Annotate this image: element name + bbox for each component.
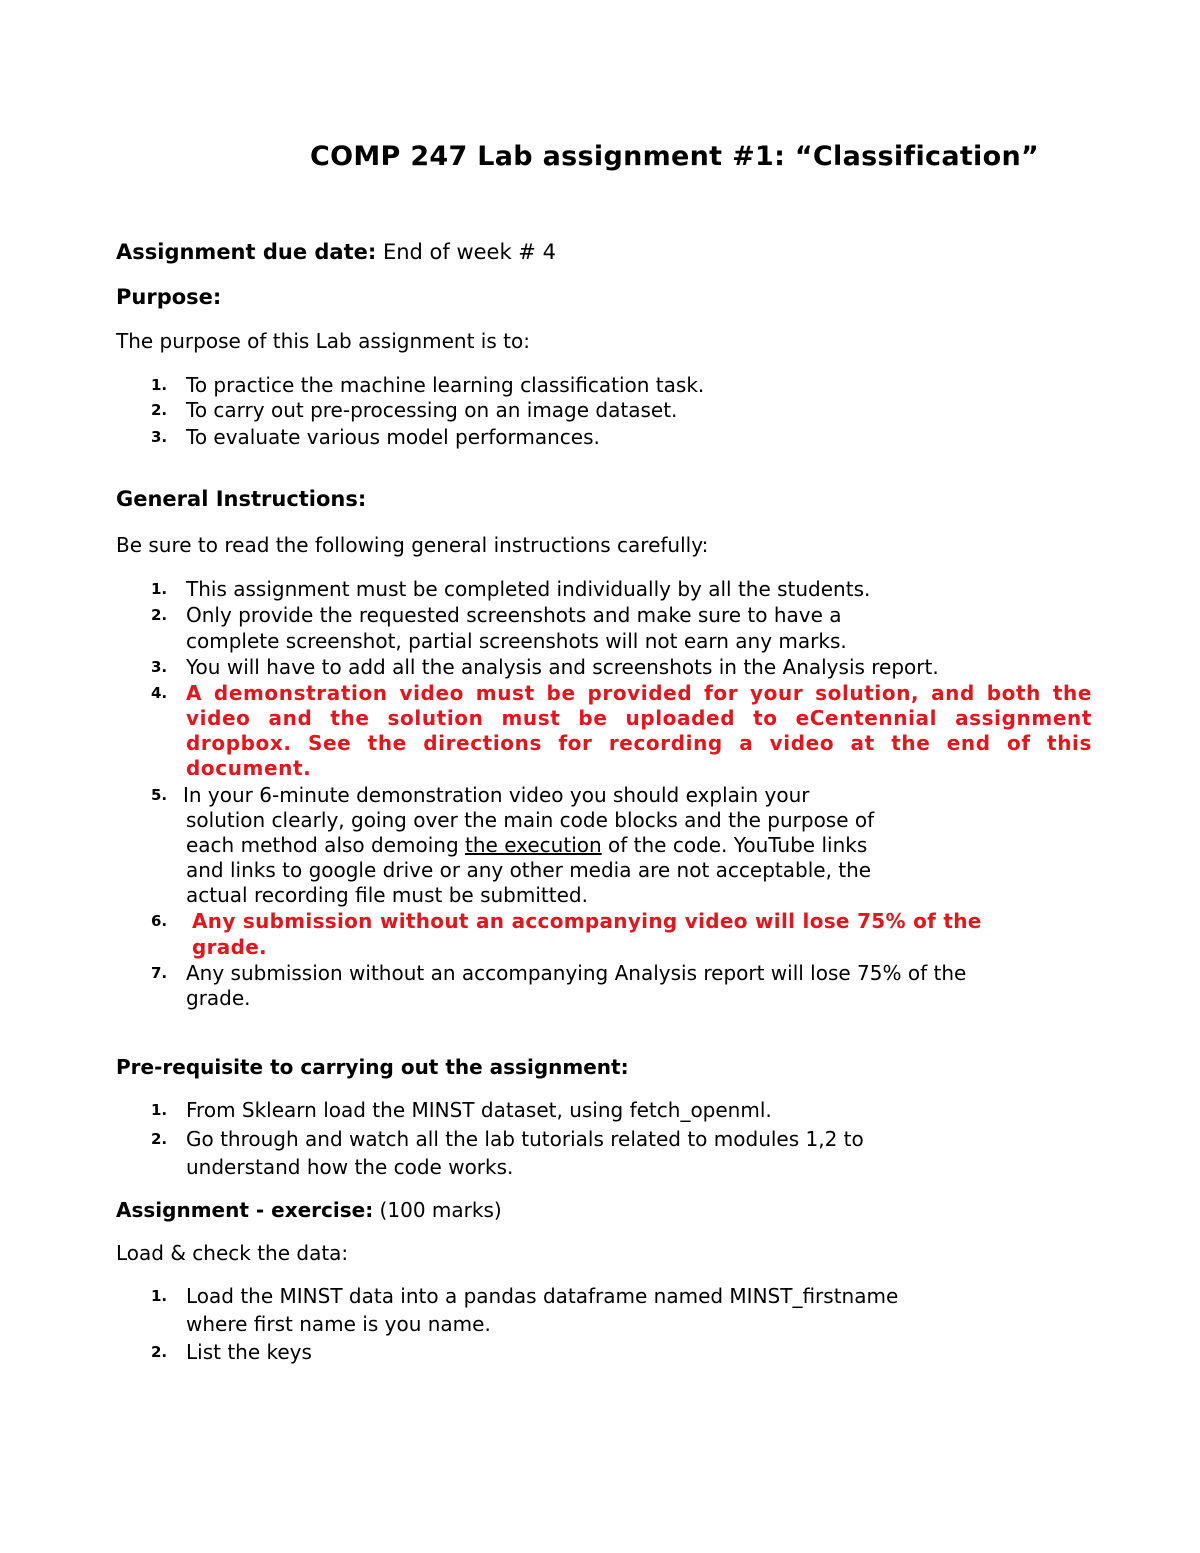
instruction-item-line: complete screenshot, partial screenshots will not earn any marks. <box>186 629 847 653</box>
exercise-marks: (100 marks) <box>373 1198 502 1222</box>
prerequisite-item-line: Go through and watch all the lab tutorials related to modules 1,2 to <box>186 1127 864 1151</box>
exercise-item-line: where first name is you name. <box>186 1312 491 1336</box>
purpose-item: To practice the machine learning classification task. <box>186 373 705 397</box>
video-penalty-line: grade. <box>192 935 267 959</box>
list-number: 2. <box>151 1343 168 1361</box>
instruction-item-line: Only provide the requested screenshots and make sure to have a <box>186 603 842 627</box>
load-check-intro: Load & check the data: <box>116 1241 349 1265</box>
due-date-line <box>116 239 556 265</box>
purpose-item: To carry out pre-processing on an image dataset. <box>186 398 678 422</box>
video-requirement-line: document. <box>186 756 312 780</box>
general-instructions-heading: General Instructions: <box>116 487 367 511</box>
instruction-item: This assignment must be completed individually by all the students. <box>186 577 871 601</box>
video-requirement-line: dropbox. See the directions for recording a video at the end of this <box>186 731 1092 755</box>
underlined-text: the execution <box>465 833 602 857</box>
text-segment: each method also demoing <box>186 833 466 857</box>
purpose-heading: Purpose: <box>116 285 222 309</box>
list-number: 3. <box>151 658 168 676</box>
video-penalty-line: Any submission without an accompanying video will lose 75% of the <box>192 909 982 933</box>
instruction-item-line: actual recording file must be submitted. <box>186 883 588 907</box>
list-number: 1. <box>151 580 168 598</box>
list-number: 2. <box>151 1130 168 1148</box>
list-number: 1. <box>151 1101 168 1119</box>
purpose-intro: The purpose of this Lab assignment is to: <box>116 329 530 353</box>
list-number: 1. <box>151 376 168 394</box>
list-number: 2. <box>151 401 168 419</box>
instruction-item-line <box>186 832 867 858</box>
instruction-item-line: Any submission without an accompanying Analysis report will lose 75% of the <box>186 961 967 985</box>
instruction-item-line: grade. <box>186 986 251 1010</box>
video-requirement-line: A demonstration video must be provided for your solution, and both the <box>186 681 1092 705</box>
general-instructions-intro: Be sure to read the following general instructions carefully: <box>116 533 709 557</box>
list-number: 5. <box>151 786 168 804</box>
exercise-item: List the keys <box>186 1340 312 1364</box>
prerequisite-item-line: understand how the code works. <box>186 1155 514 1179</box>
text-segment: of the code. YouTube links <box>601 833 868 857</box>
instruction-item-line: In your 6-minute demonstration video you should explain your <box>183 783 810 807</box>
list-number: 1. <box>151 1287 168 1305</box>
due-date-value: End of week # 4 <box>376 240 556 264</box>
exercise-heading: Assignment - exercise: <box>116 1198 374 1222</box>
instruction-item-line: solution clearly, going over the main code blocks and the purpose of <box>186 808 875 832</box>
exercise-heading-line <box>116 1197 502 1223</box>
page-title: COMP 247 Lab assignment #1: “Classification” <box>310 141 1040 172</box>
video-requirement-line: video and the solution must be uploaded to eCentennial assignment <box>186 706 1092 730</box>
due-date-label: Assignment due date: <box>116 240 377 264</box>
list-number: 4. <box>151 684 168 702</box>
list-number: 7. <box>151 964 168 982</box>
exercise-item-line: Load the MINST data into a pandas dataframe named MINST_firstname <box>186 1284 899 1308</box>
purpose-item: To evaluate various model performances. <box>186 425 600 449</box>
prerequisite-item: From Sklearn load the MINST dataset, using fetch_openml. <box>186 1098 772 1122</box>
list-number: 3. <box>151 428 168 446</box>
prerequisite-heading: Pre-requisite to carrying out the assignment: <box>116 1055 629 1079</box>
list-number: 6. <box>151 912 168 930</box>
instruction-item-line: and links to google drive or any other media are not acceptable, the <box>186 858 872 882</box>
list-number: 2. <box>151 606 168 624</box>
instruction-item: You will have to add all the analysis and screenshots in the Analysis report. <box>186 655 939 679</box>
